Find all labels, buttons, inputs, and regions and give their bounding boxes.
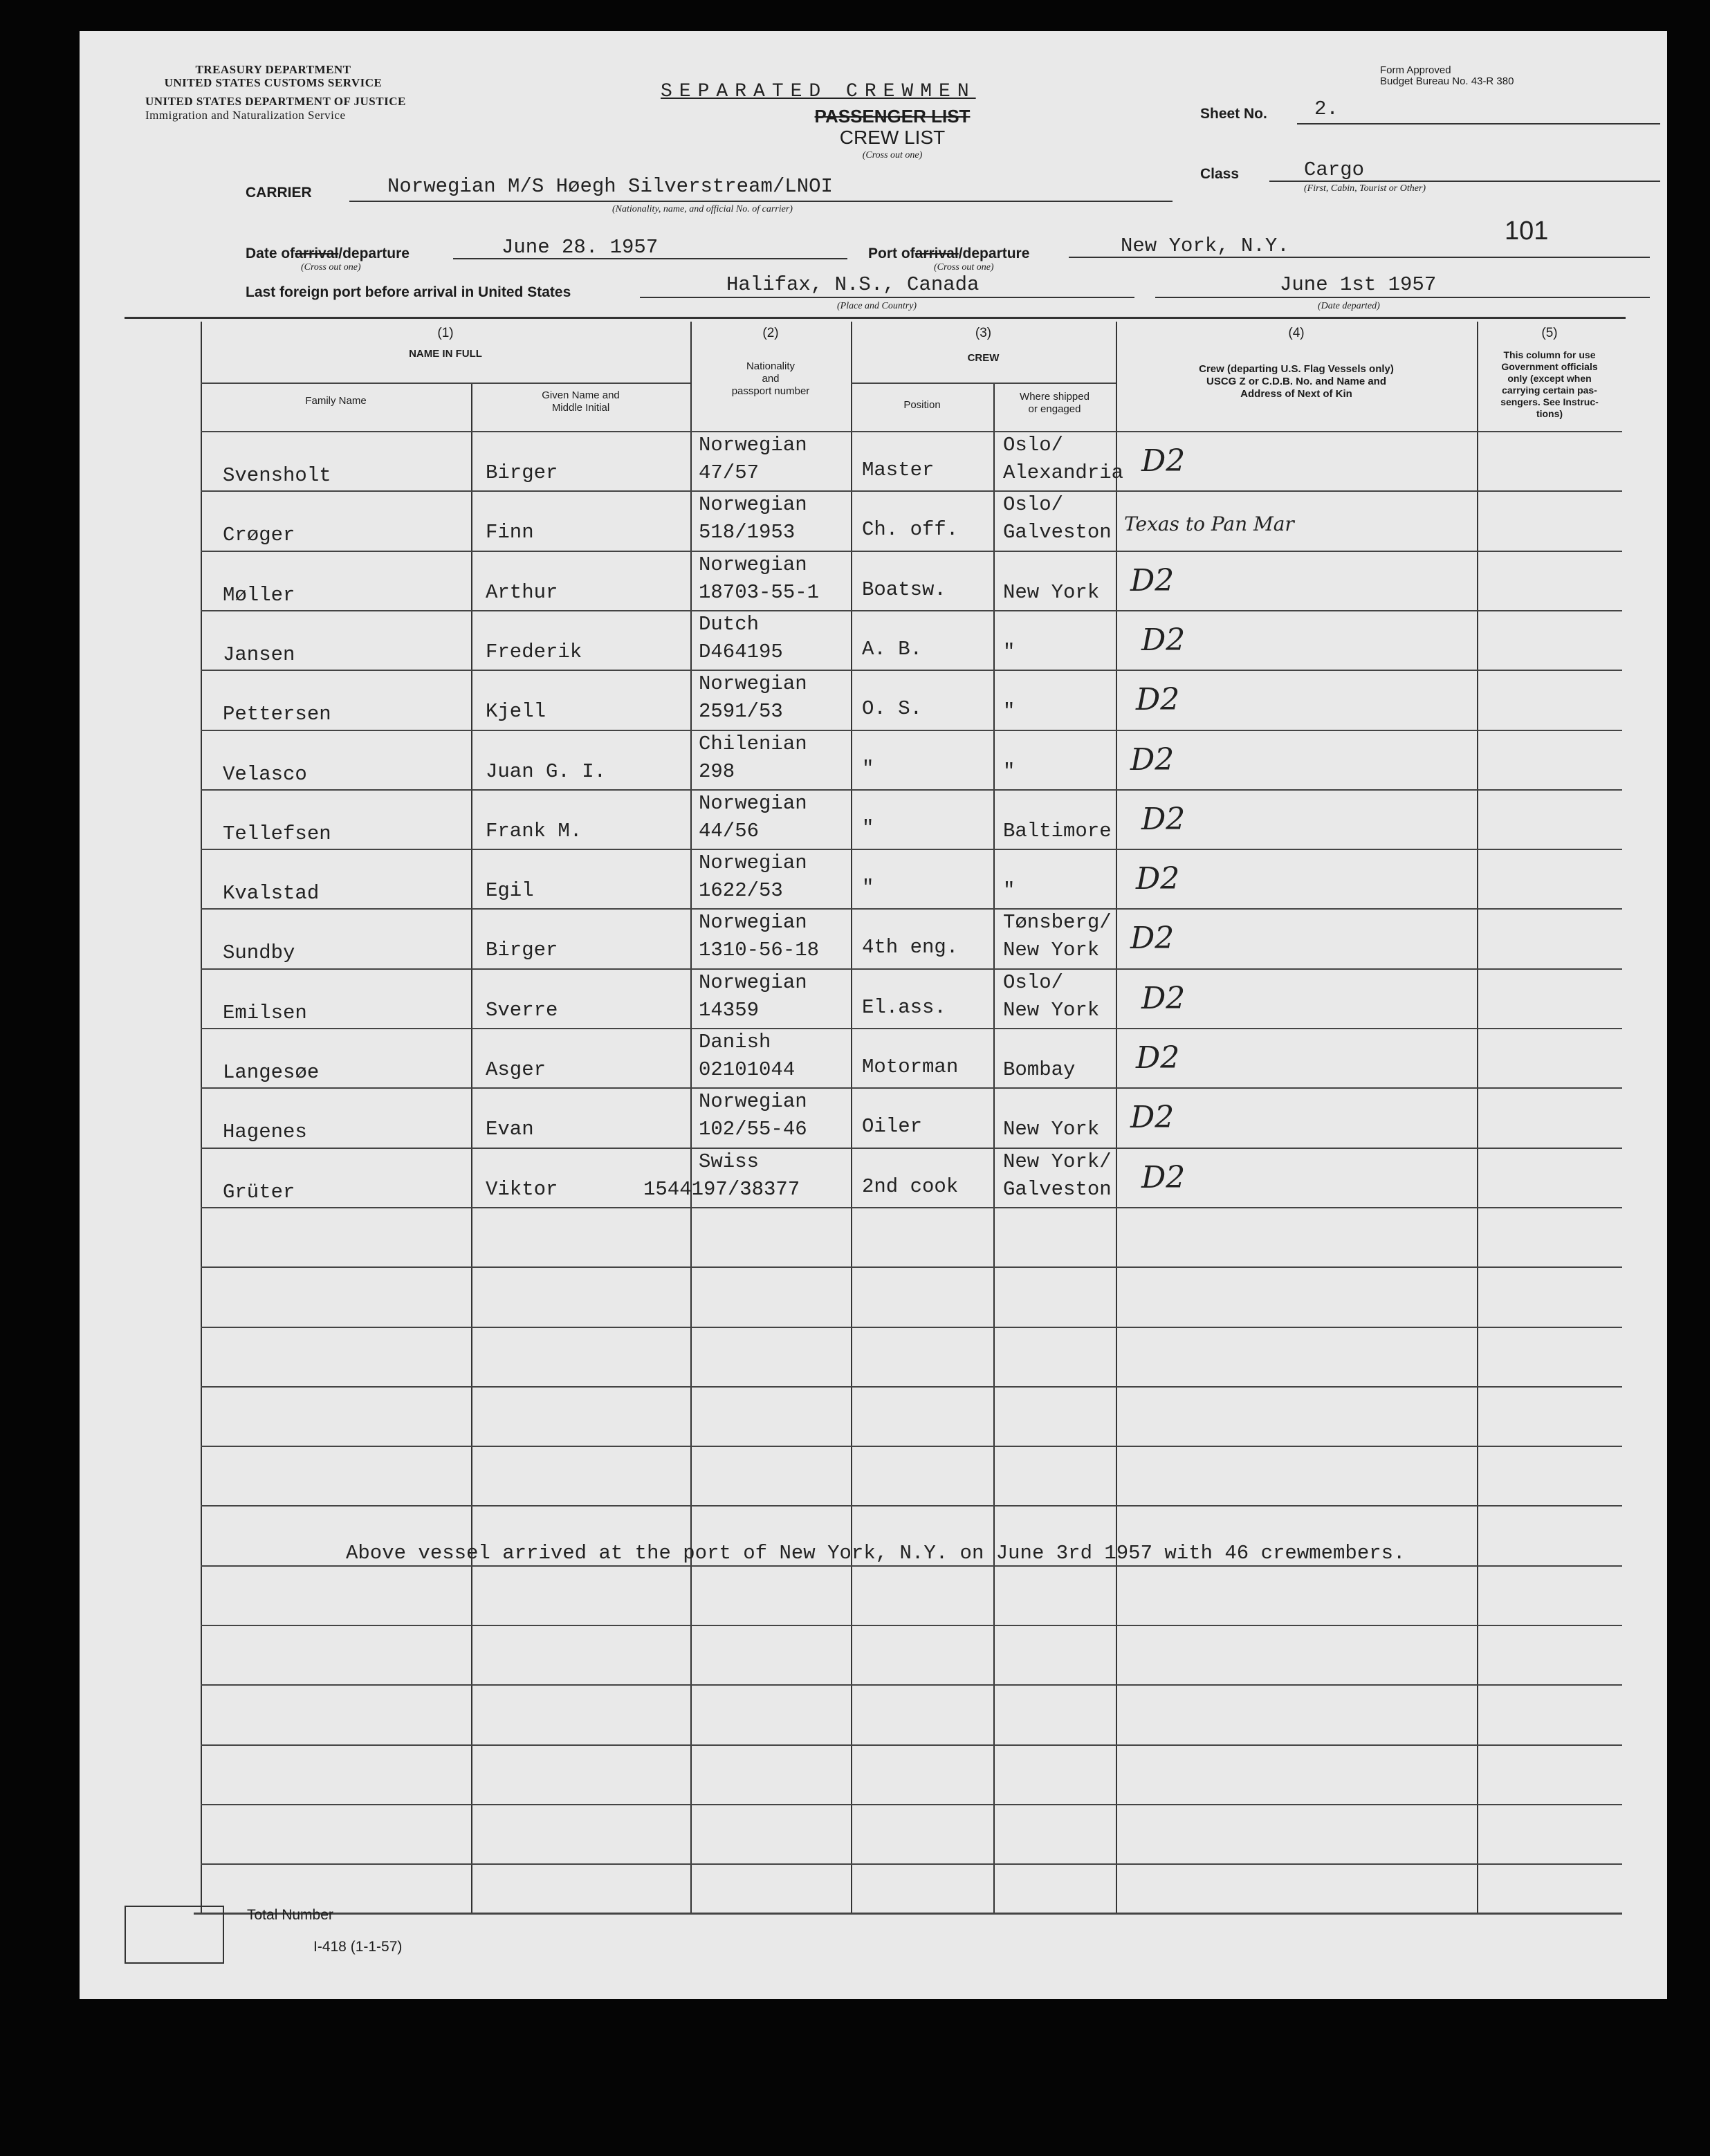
col4-header-2: USCG Z or C.D.B. No. and Name and (1206, 376, 1387, 387)
crew-row (201, 1028, 1622, 1087)
col2-header-1: Nationality (746, 360, 796, 372)
last-port-note: (Place and Country) (837, 301, 917, 311)
given-name: Sverre (486, 998, 558, 1022)
col5-header-1: This column for use (1503, 349, 1596, 360)
family-name: Crøger (223, 524, 295, 547)
family-name: Jansen (223, 643, 295, 666)
position: " (862, 757, 874, 780)
departure-mark: D2 (1130, 921, 1175, 957)
class-note: (First, Cabin, Tourist or Other) (1304, 183, 1426, 194)
col2-header-2: and (762, 373, 780, 385)
given-name: Asger (486, 1058, 546, 1081)
position: O. S. (862, 697, 923, 721)
nationality: Swiss (699, 1150, 760, 1173)
crew-row (201, 968, 1622, 1028)
nationality: Chilenian (699, 732, 807, 755)
passenger-list-struck: PASSENGER LIST (814, 106, 971, 127)
col5-header-6: tions) (1536, 408, 1563, 419)
given-name: Viktor (486, 1177, 558, 1201)
crew-row (201, 1087, 1622, 1147)
carrier-note: (Nationality, name, and official No. of carrier) (612, 204, 793, 214)
passport-number: 518/1953 (699, 521, 796, 544)
departure-mark: D2 (1141, 622, 1186, 658)
passport-number: 298 (699, 759, 735, 783)
last-port-date-note: (Date departed) (1318, 301, 1380, 311)
crew-row (201, 849, 1622, 908)
where-shipped-line-2: New York (1003, 1118, 1100, 1141)
cross-out-note: (Cross out one) (862, 150, 923, 160)
given-name: Birger (486, 461, 558, 484)
arrival-note: Above vessel arrived at the port of New York, N.Y. on June 3rd 1957 with 46 crewmembers. (346, 1542, 1406, 1565)
passport-number: 02101044 (699, 1058, 796, 1081)
given-name: Kjell (486, 700, 546, 724)
class-label: Class (1200, 166, 1240, 182)
last-port-label: Last foreign port before arrival in United States (246, 284, 571, 300)
agency-line-1: TREASURY DEPARTMENT (195, 63, 351, 76)
page-number: 101 (1505, 216, 1549, 246)
family-name: Sundby (223, 941, 295, 965)
where-shipped-line-2: Galveston (1003, 1177, 1112, 1201)
passport-number: 47/57 (699, 461, 760, 484)
crew-row (201, 1148, 1622, 1207)
position: Motorman (862, 1056, 959, 1078)
class-value: Cargo (1304, 158, 1365, 181)
passport-number: 1544197/38377 (643, 1177, 800, 1201)
family-name: Pettersen (223, 703, 331, 726)
last-port-date: June 1st 1957 (1280, 273, 1437, 296)
position: A. B. (862, 637, 923, 661)
where-shipped-line-2: " (1003, 759, 1015, 783)
col1-number: (1) (437, 326, 454, 340)
crew-table (201, 322, 1622, 1913)
departure-mark: D2 (1141, 443, 1186, 479)
departure-mark: D2 (1136, 682, 1180, 718)
nationality: Norwegian (699, 911, 807, 934)
sheet-label: Sheet No. (1200, 106, 1267, 122)
passport-number: 18703-55-1 (699, 580, 820, 604)
given-name-header-2: Middle Initial (551, 402, 610, 414)
carrier-value: Norwegian M/S Høegh Silverstream/LNOI (387, 175, 833, 198)
crew-row (201, 670, 1622, 729)
given-name: Frank M. (486, 819, 582, 842)
given-name-header-1: Given Name and (542, 389, 620, 401)
port-value: New York, N.Y. (1121, 234, 1289, 257)
crew-row (201, 431, 1622, 490)
col4-header-1: Crew (departing U.S. Flag Vessels only) (1199, 363, 1394, 375)
departure-mark: D2 (1136, 1040, 1180, 1076)
family-name: Velasco (223, 762, 307, 786)
nationality: Norwegian (699, 434, 807, 457)
nationality: Norwegian (699, 553, 807, 576)
nationality: Norwegian (699, 791, 807, 815)
col2-number: (2) (762, 326, 779, 340)
crew-list-form (80, 31, 1667, 1999)
crew-row (201, 730, 1622, 789)
given-name: Juan G. I. (486, 759, 607, 783)
passport-number: 2591/53 (699, 700, 783, 724)
position: 2nd cook (862, 1174, 959, 1198)
where-shipped-line-1: Oslo/ (1003, 970, 1064, 994)
where-shipped-line-2: New York (1003, 580, 1100, 604)
position: Oiler (862, 1115, 923, 1139)
form-number: I-418 (1-1-57) (313, 1939, 403, 1955)
date-value: June 28. 1957 (502, 236, 659, 259)
given-name: Arthur (486, 580, 558, 604)
nationality: Norwegian (699, 672, 807, 696)
where-shipped-line-2: New York (1003, 939, 1100, 962)
where-shipped-line-2: Alexandria (1003, 461, 1124, 484)
family-name: Kvalstad (223, 882, 320, 905)
where-shipped-line-2: " (1003, 640, 1015, 663)
passport-number: 1622/53 (699, 879, 783, 903)
where-shipped-line-2: " (1003, 700, 1015, 724)
total-number-label: Total Number (247, 1907, 333, 1923)
carrier-label: CARRIER (246, 185, 312, 201)
agency-line-2: UNITED STATES CUSTOMS SERVICE (164, 76, 383, 89)
position: Ch. off. (862, 518, 959, 542)
total-number-box (125, 1906, 224, 1964)
where-shipped-header-2: or engaged (1028, 403, 1081, 415)
departure-mark: D2 (1141, 1159, 1186, 1195)
given-name: Evan (486, 1118, 534, 1141)
passport-number: D464195 (699, 640, 783, 663)
col3-number: (3) (975, 326, 992, 340)
col2-header-3: passport number (731, 385, 810, 397)
position-header: Position (903, 399, 941, 411)
position: Boatsw. (862, 578, 946, 601)
position: " (862, 816, 874, 840)
col5-header-4: carrying certain pas- (1502, 385, 1597, 396)
nationality: Norwegian (699, 1090, 807, 1114)
form-approved: Form Approved (1380, 64, 1451, 76)
departure-mark: D2 (1130, 1100, 1175, 1136)
where-shipped-line-2: Galveston (1003, 521, 1112, 544)
departure-mark: D2 (1141, 801, 1186, 837)
family-name: Svensholt (223, 464, 331, 487)
last-port-value: Halifax, N.S., Canada (726, 273, 980, 296)
col5-number: (5) (1541, 326, 1558, 340)
where-shipped-line-1: Oslo/ (1003, 434, 1064, 457)
nationality: Norwegian (699, 493, 807, 517)
family-name: Langesøe (223, 1061, 320, 1084)
col4-header-3: Address of Next of Kin (1240, 388, 1352, 400)
where-shipped-line-2: " (1003, 879, 1015, 903)
col5-header-3: only (except when (1507, 373, 1592, 384)
where-shipped-line-2: Bombay (1003, 1058, 1076, 1081)
family-name: Møller (223, 583, 295, 607)
agency-line-3: UNITED STATES DEPARTMENT OF JUSTICE (145, 95, 406, 108)
col5-header-5: sengers. See Instruc- (1500, 396, 1599, 407)
sheet-value: 2. (1314, 98, 1339, 120)
departure-mark: D2 (1130, 741, 1175, 777)
form-title-typed: SEPARATED CREWMEN (661, 81, 976, 102)
crew-row (201, 551, 1622, 610)
date-label: Date ofarrival/departure (246, 246, 410, 261)
col3-title: CREW (967, 352, 1000, 364)
date-note: (Cross out one) (301, 262, 361, 273)
position: El.ass. (862, 995, 946, 1019)
where-shipped-line-1: New York/ (1003, 1150, 1112, 1173)
budget-bureau-number: Budget Bureau No. 43-R 380 (1380, 75, 1514, 87)
given-name: Frederik (486, 640, 582, 663)
passport-number: 44/56 (699, 819, 760, 842)
where-shipped-line-1: Tønsberg/ (1003, 911, 1112, 934)
departure-mark: D2 (1130, 562, 1175, 598)
nationality: Norwegian (699, 851, 807, 875)
where-shipped-line-1: Oslo/ (1003, 493, 1064, 517)
position: Master (862, 459, 935, 481)
nationality: Danish (699, 1031, 771, 1053)
passport-number: 1310-56-18 (699, 939, 820, 962)
col4-number: (4) (1288, 326, 1305, 340)
col1-title: NAME IN FULL (409, 348, 482, 360)
crew-row (201, 610, 1622, 670)
port-note: (Cross out one) (934, 262, 994, 273)
family-name: Tellefsen (223, 822, 331, 845)
nationality: Norwegian (699, 970, 807, 994)
where-shipped-header-1: Where shipped (1020, 391, 1090, 403)
col5-header-2: Government officials (1501, 361, 1598, 372)
position: 4th eng. (862, 936, 959, 959)
where-shipped-line-2: New York (1003, 998, 1100, 1022)
passport-number: 14359 (699, 998, 760, 1022)
passport-number: 102/55-46 (699, 1118, 807, 1141)
family-name: Emilsen (223, 1001, 307, 1024)
given-name: Finn (486, 521, 534, 544)
family-name: Hagenes (223, 1121, 307, 1144)
crew-row (201, 908, 1622, 968)
crew-row (201, 789, 1622, 849)
nationality: Dutch (699, 612, 760, 636)
departure-mark: D2 (1141, 980, 1186, 1016)
given-name: Egil (486, 879, 534, 903)
position: " (862, 876, 874, 900)
given-name: Birger (486, 939, 558, 962)
agency-line-4: Immigration and Naturalization Service (145, 109, 346, 122)
where-shipped-line-2: Baltimore (1003, 819, 1112, 842)
family-name-header: Family Name (305, 395, 367, 407)
family-name: Grüter (223, 1180, 295, 1204)
departure-mark: D2 (1136, 861, 1180, 897)
port-label: Port ofarrival/departure (868, 246, 1030, 261)
crew-list-heading: CREW LIST (839, 127, 946, 148)
crew-row (201, 490, 1622, 550)
departure-mark: Texas to Pan Mar (1124, 513, 1294, 536)
